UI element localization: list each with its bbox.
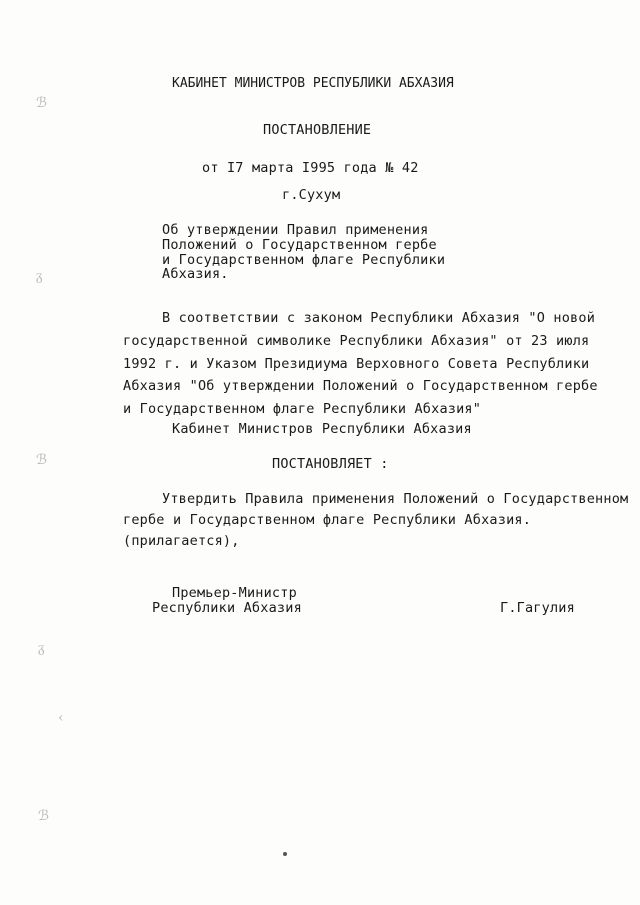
resolution-line: (прилагается), <box>123 533 240 549</box>
margin-mark: ℬ <box>38 808 50 824</box>
margin-mark: ᵹ <box>36 268 43 284</box>
document-type-heading: ПОСТАНОВЛЕНИЕ <box>263 122 372 138</box>
preamble-line: 1992 г. и Указом Президиума Верховного Совета Республики <box>123 356 590 372</box>
resolution-line: Утвердить Правила применения Положений о Государственном <box>162 491 629 507</box>
subject-line: и Государственном флаге Республики <box>162 252 446 268</box>
signatory-name: Г.Гагулия <box>500 600 575 616</box>
preamble-line: государственной символике Республики Абхазия" от 23 июля <box>123 333 590 349</box>
subject-line: Абхазия. <box>162 266 229 282</box>
resolution-line: гербе и Государственном флаге Республики Абхазия. <box>123 512 532 528</box>
signatory-title: Республики Абхазия <box>152 600 302 616</box>
decree-verb: ПОСТАНОВЛЯЕТ : <box>272 456 389 472</box>
margin-mark: ‹ <box>58 710 64 726</box>
city: г.Сухум <box>282 187 341 203</box>
paper-speck <box>283 852 287 856</box>
margin-mark: ℬ <box>36 95 48 111</box>
signatory-title: Премьер-Министр <box>172 585 297 601</box>
subject-line: Положений о Государственном гербе <box>162 237 437 253</box>
margin-mark: ᵹ <box>38 640 45 656</box>
margin-mark: ℬ <box>36 452 48 468</box>
subject-line: Об утверждении Правил применения <box>162 222 429 238</box>
preamble-line: Абхазия "Об утверждении Положений о Государственном гербе <box>123 378 598 394</box>
preamble-line: и Государственном флаге Республики Абхазия" <box>123 401 482 417</box>
authority-heading: КАБИНЕТ МИНИСТРОВ РЕСПУБЛИКИ АБХАЗИЯ <box>172 76 454 91</box>
date-number: от I7 марта I995 года № 42 <box>202 160 419 176</box>
preamble-line: В соответствии с законом Республики Абхазия "О новой <box>162 310 596 326</box>
decree-body: Кабинет Министров Республики Абхазия <box>172 421 472 437</box>
